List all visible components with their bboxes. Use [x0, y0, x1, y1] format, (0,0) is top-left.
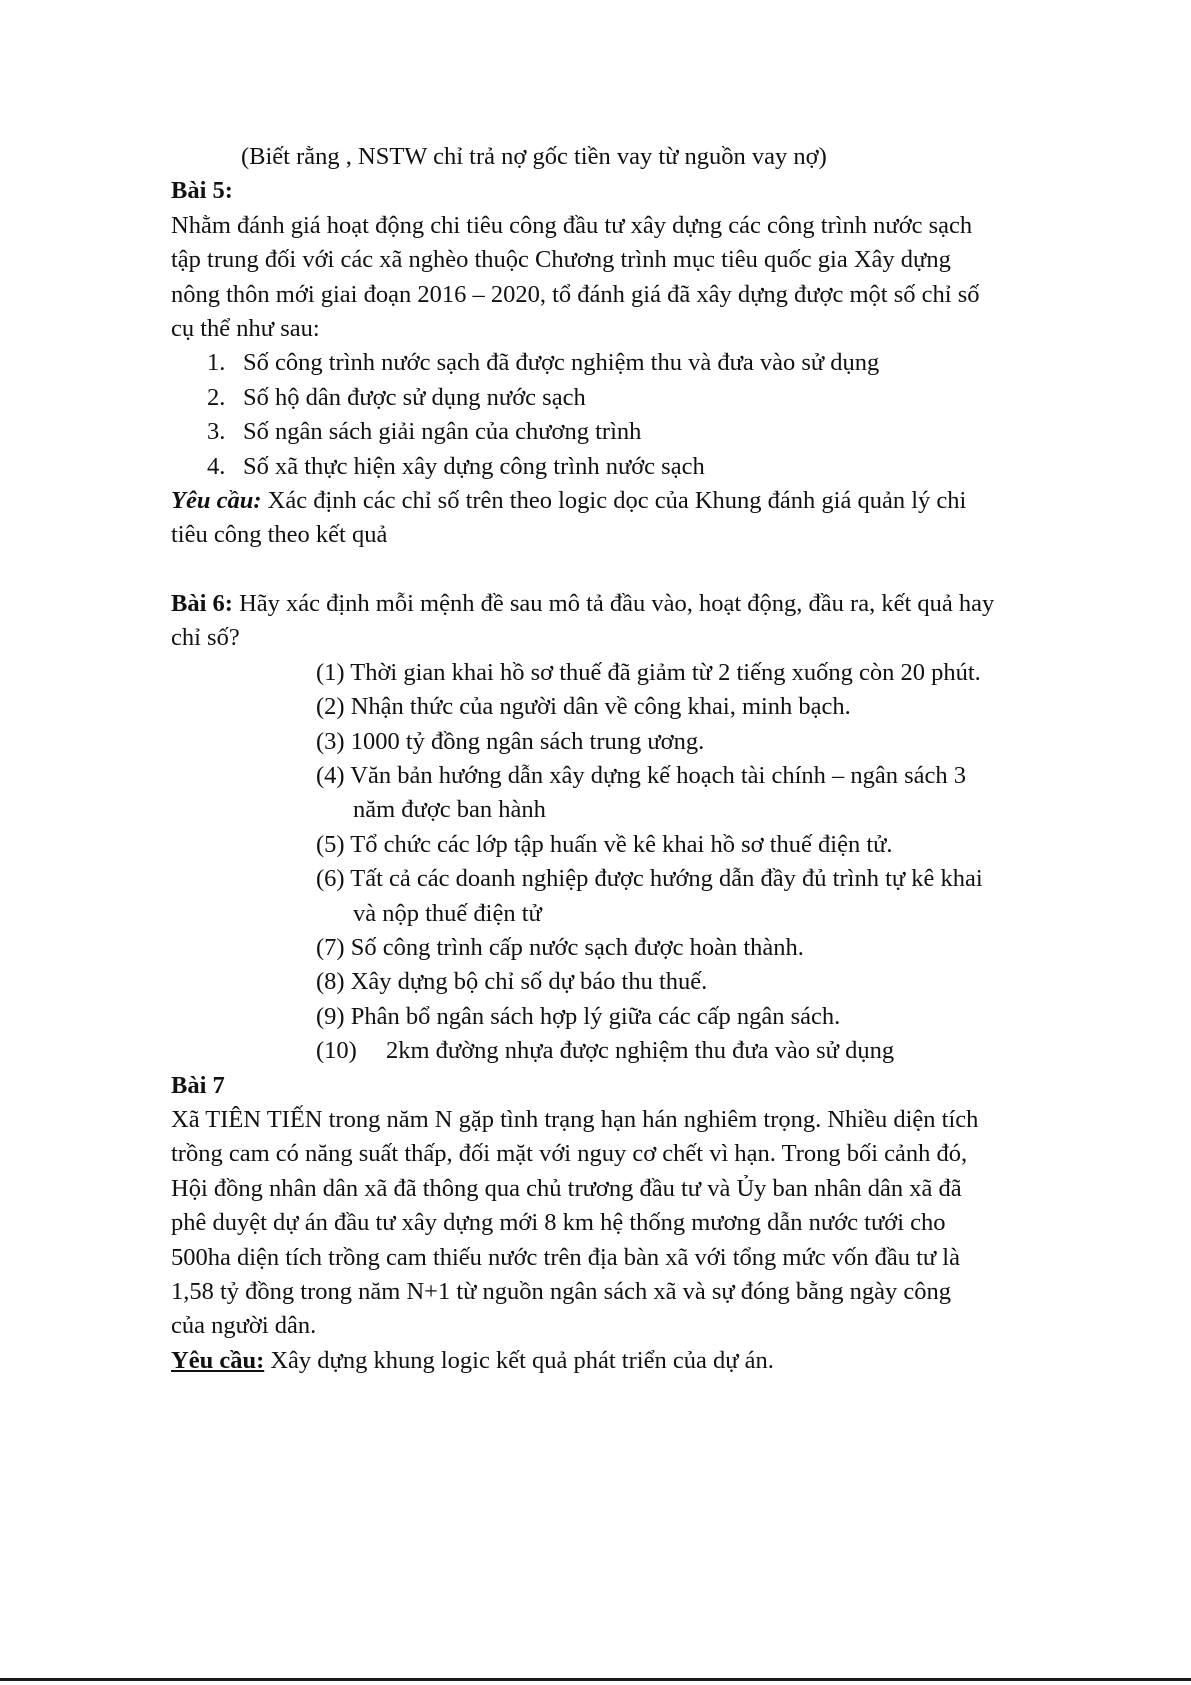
bai6-statement-list	[171, 656, 1071, 1069]
statement-text: (6) Tất cả các doanh nghiệp được hướng dẫn đầy đủ trình tự kê khai	[316, 865, 983, 893]
bai7-body-line: của người dân.	[171, 1312, 317, 1340]
bai5-heading: Bài 5:	[171, 177, 233, 205]
page-bottom-border	[0, 1678, 1191, 1681]
list-item	[171, 346, 1071, 380]
list-item	[171, 965, 1071, 999]
statement-text-cont: và nộp thuế điện tử	[353, 899, 542, 927]
bai7-body-line: 1,58 tỷ đồng trong năm N+1 từ nguồn ngân sách xã và sự đóng bằng ngày công	[171, 1278, 952, 1305]
list-item	[171, 656, 1071, 690]
bai5-indicator-list	[171, 346, 1071, 484]
bai7-heading: Bài 7	[171, 1071, 225, 1099]
list-item-number: 2.	[207, 383, 226, 411]
bai7-requirement	[171, 1344, 1071, 1378]
requirement-text: Xây dựng khung logic kết quả phát triển của dự án.	[264, 1346, 774, 1374]
statement-text: (3) 1000 tỷ đồng ngân sách trung ương.	[316, 727, 705, 755]
statement-text: (2) Nhận thức của người dân về công khai, minh bạch.	[316, 693, 851, 721]
bai5-intro	[171, 209, 1071, 347]
list-item-number: 4.	[207, 452, 226, 480]
bai7-body	[171, 1103, 1071, 1344]
bai6-question-text: Hãy xác định mỗi mệnh đề sau mô tả đầu vào, hoạt động, đầu ra, kết quả hay	[232, 589, 995, 617]
list-item-number: 1.	[207, 349, 226, 377]
bai7-body-line: 500ha diện tích trồng cam thiếu nước trên địa bàn xã với tổng mức vốn đầu tư là	[171, 1243, 960, 1271]
bai7-body-line: Hội đồng nhân dân xã đã thông qua chủ trương đầu tư và Ủy ban nhân dân xã đã	[171, 1174, 962, 1202]
statement-text: (4) Văn bản hướng dẫn xây dựng kế hoạch tài chính – ngân sách 3	[316, 761, 967, 789]
list-item	[171, 931, 1071, 965]
bai5-requirement-cont: tiêu công theo kết quả	[171, 521, 388, 549]
bai6-question	[171, 587, 1071, 621]
statement-text: (5) Tổ chức các lớp tập huấn về kê khai hồ sơ thuế điện tử.	[316, 830, 893, 858]
list-item-number: 3.	[207, 418, 226, 446]
list-item	[171, 415, 1071, 449]
bai5-intro-line: nông thôn mới giai đoạn 2016 – 2020, tổ đánh giá đã xây dựng được một số chỉ số	[171, 280, 980, 308]
requirement-label: Yêu cầu:	[171, 1346, 265, 1374]
list-item	[171, 381, 1071, 415]
bai6-question-cont: chỉ số?	[171, 624, 240, 652]
bai7-body-line: phê duyệt dự án đầu tư xây dựng mới 8 km hệ thống mương dẫn nước tưới cho	[171, 1209, 946, 1237]
list-item-text: Số xã thực hiện xây dựng công trình nước sạch	[243, 452, 705, 480]
list-item	[171, 725, 1071, 759]
list-item	[171, 450, 1071, 484]
list-item-text: Số hộ dân được sử dụng nước sạch	[243, 383, 586, 411]
list-item	[171, 1000, 1071, 1034]
list-item	[171, 690, 1071, 724]
statement-text: (7) Số công trình cấp nước sạch được hoàn thành.	[316, 933, 804, 961]
list-item-text: Số ngân sách giải ngân của chương trình	[243, 418, 642, 446]
list-item	[171, 1034, 1071, 1068]
document-body	[171, 140, 1071, 1378]
statement-text: 2km đường nhựa được nghiệm thu đưa vào sử dụng	[386, 1037, 895, 1065]
note-line: (Biết rằng , NSTW chỉ trả nợ gốc tiền vay từ nguồn vay nợ)	[241, 143, 827, 170]
requirement-text: Xác định các chỉ số trên theo logic dọc của Khung đánh giá quản lý chi	[261, 487, 967, 515]
spacer	[171, 553, 1071, 587]
bai7-body-line: trồng cam có năng suất thấp, đối mặt với nguy cơ chết vì hạn. Trong bối cảnh đó,	[171, 1140, 968, 1168]
bai6-heading: Bài 6:	[171, 589, 233, 617]
statement-text: (1) Thời gian khai hồ sơ thuế đã giảm từ 2 tiếng xuống còn 20 phút.	[316, 658, 981, 686]
list-item	[171, 828, 1071, 862]
statement-text: (9) Phân bổ ngân sách hợp lý giữa các cấp ngân sách.	[316, 1002, 841, 1030]
bai5-intro-line: cụ thể như sau:	[171, 315, 320, 343]
list-item	[171, 862, 1071, 931]
requirement-label: Yêu cầu:	[171, 487, 262, 515]
statement-number: (10)	[316, 1037, 357, 1065]
statement-text: (8) Xây dựng bộ chỉ số dự báo thu thuế.	[316, 968, 708, 996]
bai7-body-line: Xã TIÊN TIẾN trong năm N gặp tình trạng hạn hán nghiêm trọng. Nhiều diện tích	[171, 1105, 979, 1133]
bai5-requirement	[171, 484, 1071, 518]
bai5-intro-line: tập trung đối với các xã nghèo thuộc Chương trình mục tiêu quốc gia Xây dựng	[171, 246, 951, 274]
bai5-intro-line: Nhằm đánh giá hoạt động chi tiêu công đầu tư xây dựng các công trình nước sạch	[171, 211, 973, 239]
statement-text-cont: năm được ban hành	[353, 796, 546, 824]
list-item-text: Số công trình nước sạch đã được nghiệm thu và đưa vào sử dụng	[243, 349, 880, 377]
list-item	[171, 759, 1071, 828]
